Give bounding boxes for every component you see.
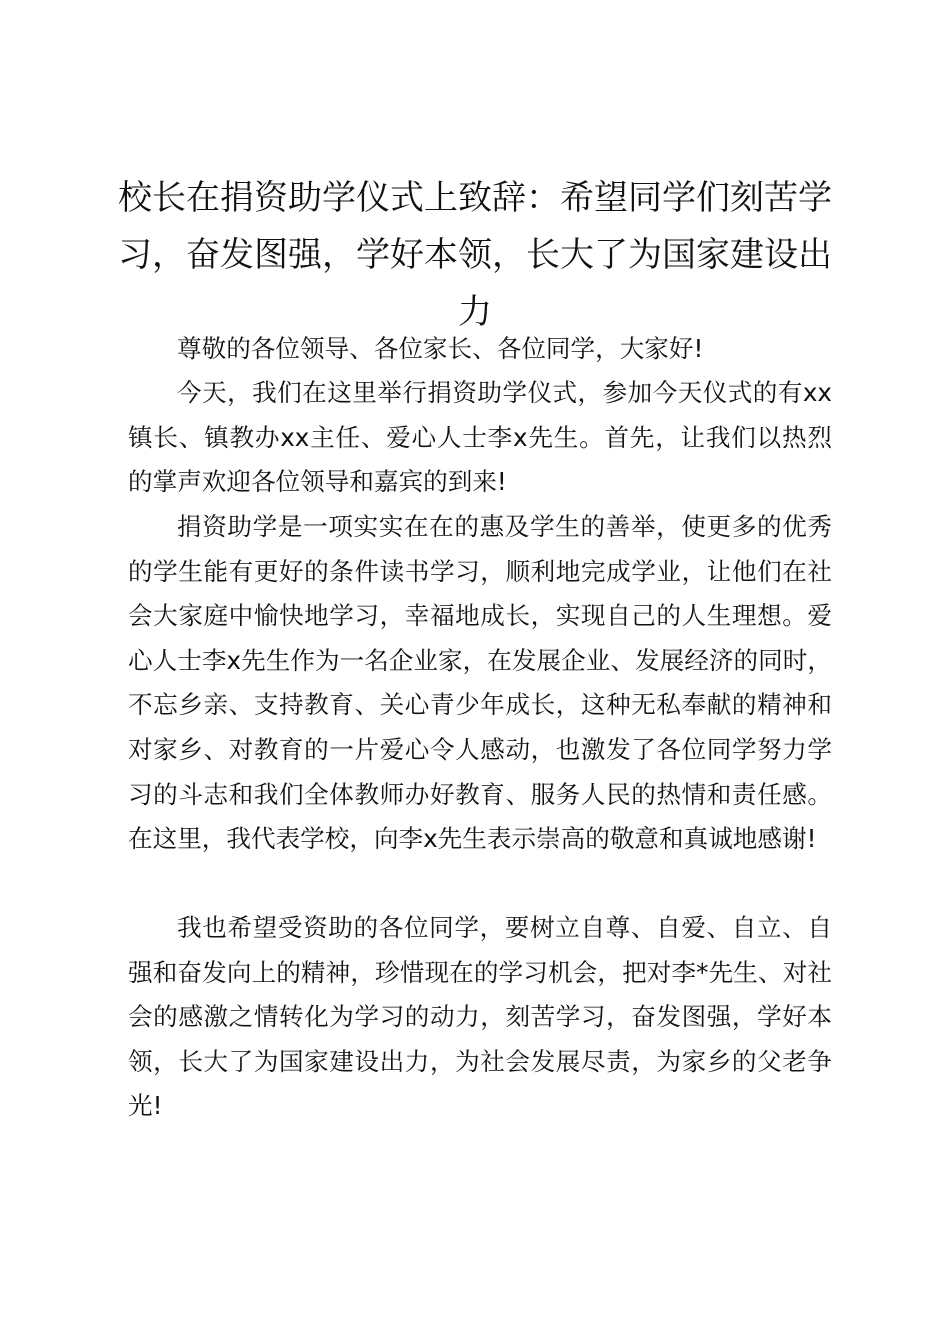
- paragraph-introduction: 今天，我们在这里举行捐资助学仪式，参加今天仪式的有xx镇长、镇教办xx主任、爱心人士李x先生。首先，让我们以热烈的掌声欢迎各位领导和嘉宾的到来!: [128, 378, 832, 497]
- paragraph-greeting: 尊敬的各位领导、各位家长、各位同学，大家好!: [177, 334, 704, 363]
- document-title: 校长在捐资助学仪式上致辞：希望同学们刻苦学习，奋发图强，学好本领，长大了为国家建设出力: [118, 178, 832, 332]
- paragraph-donation-praise: 捐资助学是一项实实在在的惠及学生的善举，使更多的优秀的学生能有更好的条件读书学习，顺利地完成学业，让他们在社会大家庭中愉快地学习，幸福地成长，实现自己的人生理想。爱心人士李x先生作为一名企业家，在发展企业、发展经济的同时，不忘乡亲、支持教育、关心青少年成长，这种无私奉献的精神和对家乡、对教育的一片爱心令人感动，也激发了各位同学努力学习的斗志和我们全体教师办好教育、服务人民的热情和责任感。在这里，我代表学校，向李x先生表示崇高的敬意和真诚地感谢!: [128, 512, 832, 854]
- paragraph-hopes-for-students: 我也希望受资助的各位同学，要树立自尊、自爱、自立、自强和奋发向上的精神，珍惜现在的学习机会，把对李*先生、对社会的感激之情转化为学习的动力，刻苦学习，奋发图强，学好本领，长大了为国家建设出力，为社会发展尽责，为家乡的父老争光!: [128, 913, 832, 1121]
